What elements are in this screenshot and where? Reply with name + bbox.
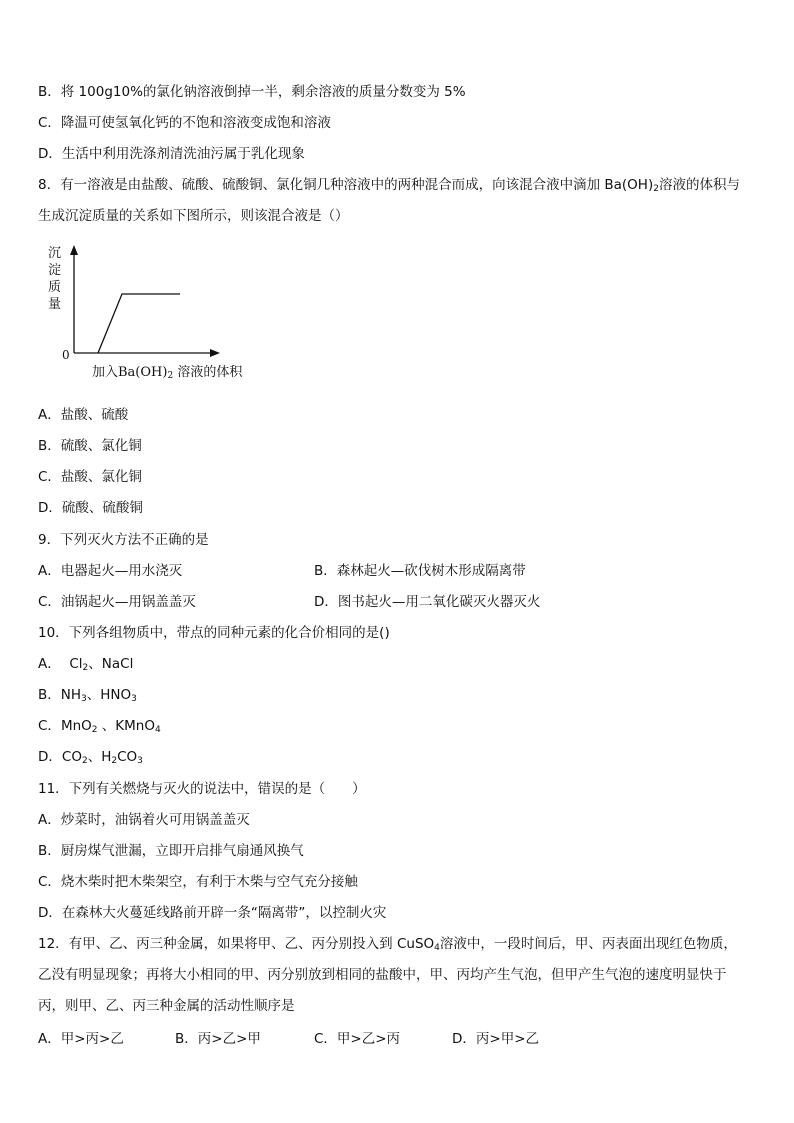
formula-sub: 3	[131, 694, 137, 704]
q7-option-c: C．降温可使氢氧化钙的不饱和溶液变成饱和溶液	[38, 115, 331, 131]
option-label: D．	[38, 749, 62, 765]
q10-option-d	[38, 748, 143, 770]
formula-sub: 3	[81, 694, 87, 704]
q10-option-a	[38, 655, 133, 677]
q8-option-c: C．盐酸、氯化铜	[38, 469, 142, 485]
q11-stem: 11．下列有关燃烧与灭火的说法中，错误的是（ ）	[38, 781, 366, 797]
precipitate-curve	[98, 294, 180, 353]
q8-option-a: A．盐酸、硫酸	[38, 407, 129, 423]
formula-sub: 2	[82, 663, 89, 673]
y-axis-label: 沉淀质量	[48, 246, 62, 312]
q11-option-b: B．厨房煤气泄漏，立即开启排气扇通风换气	[38, 843, 304, 859]
formula-sub: 2	[81, 756, 88, 766]
q12-option-a: A．甲>丙>乙	[38, 1031, 124, 1047]
origin-label: 0	[62, 348, 70, 362]
q10-option-c	[38, 717, 161, 739]
q8-stem-line2: 生成沉淀质量的关系如下图所示，则该混合液是（）	[38, 208, 349, 224]
q12-option-d: D．丙>甲>乙	[452, 1031, 540, 1047]
formula-part: 、NaCl	[88, 656, 134, 672]
formula-part: CO	[117, 749, 138, 765]
q9-option-a: A．电器起火—用水浇灭	[38, 563, 183, 579]
x-axis-label	[92, 361, 242, 381]
formula-sub: 2	[111, 756, 118, 766]
formula-sub: 4	[155, 725, 161, 735]
q12-stem-text: 12．有甲、乙、丙三种金属，如果将甲、乙、丙分别投入到 CuSO	[38, 936, 435, 952]
precipitate-graph	[40, 243, 270, 383]
q9-option-c: C．油锅起火—用锅盖盖灭	[38, 594, 196, 610]
y-axis-arrow	[70, 245, 78, 255]
q9-option-b: B．森林起火—砍伐树木形成隔离带	[314, 563, 526, 579]
formula-part: Cl	[69, 656, 83, 672]
q12-stem-line3: 丙，则甲、乙、丙三种金属的活动性顺序是	[38, 998, 295, 1014]
q11-option-c: C．烧木柴时把木柴架空，有利于木柴与空气充分接触	[38, 874, 358, 890]
option-label: C．	[38, 718, 61, 734]
x-axis-arrow	[210, 349, 220, 357]
q12-option-b: B．丙>乙>甲	[175, 1031, 261, 1047]
x-label-text: 加入Ba(OH)	[92, 365, 168, 380]
q8-stem-text-post: 溶液的体积与	[658, 177, 740, 193]
q7-option-d: D．生活中利用洗涤剂清洗油污属于乳化现象	[38, 146, 305, 162]
q7-option-b: B．将 100g10%的氯化钠溶液倒掉一半，剩余溶液的质量分数变为 5%	[38, 84, 466, 100]
q12-stem-sub: 4	[434, 943, 440, 953]
q8-stem-line1	[38, 176, 740, 198]
formula-part: 、HNO	[86, 687, 132, 703]
formula-part: 、H	[87, 749, 112, 765]
q9-option-d: D．图书起火—用二氧化碳灭火器灭火	[314, 594, 541, 610]
q12-stem-text-post: 溶液中，一段时间后，甲、丙表面出现红色物质，	[439, 936, 737, 952]
q12-stem-line1	[38, 935, 737, 957]
q11-option-d: D．在森林大火蔓延线路前开辟一条“隔离带”，以控制火灾	[38, 905, 387, 921]
q8-option-b: B．硫酸、氯化铜	[38, 438, 142, 454]
option-label: B．	[38, 687, 61, 703]
formula-part: 、KMnO	[97, 718, 155, 734]
x-label-sub: 2	[167, 371, 174, 381]
q8-stem-sub: 2	[653, 184, 659, 194]
q8-option-d: D．硫酸、硫酸铜	[38, 500, 143, 516]
q12-stem-line2: 乙没有明显现象；再将大小相同的甲、丙分别放到相同的盐酸中，甲、丙均产生气泡，但甲产生气泡的速度明显快于	[38, 967, 727, 983]
formula-part: MnO	[60, 718, 92, 734]
x-label-text-post: 溶液的体积	[173, 365, 243, 380]
formula-sub: 3	[137, 756, 143, 766]
q11-option-a: A．炒菜时，油锅着火可用锅盖盖灭	[38, 812, 250, 828]
formula-part: NH	[60, 687, 82, 703]
formula-sub: 2	[91, 725, 98, 735]
q9-stem: 9．下列灭火方法不正确的是	[38, 532, 209, 548]
option-label: A．	[38, 656, 61, 672]
q8-stem-text: 8．有一溶液是由盐酸、硫酸、硫酸铜、氯化铜几种溶液中的两种混合而成，向该混合液中滴加 Ba(OH)	[38, 177, 654, 193]
q10-stem: 10．下列各组物质中，带点的同种元素的化合价相同的是()	[38, 625, 390, 641]
q10-option-b	[38, 686, 137, 708]
q12-option-c: C．甲>乙>丙	[314, 1031, 401, 1047]
formula-part: CO	[61, 749, 82, 765]
